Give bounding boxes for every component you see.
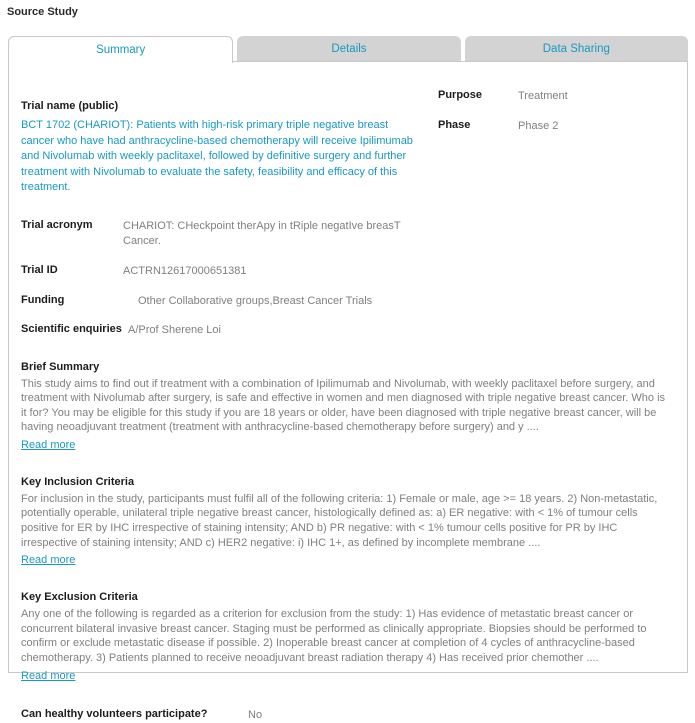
inclusion-criteria-text: For inclusion in the study, participants must fulfil all of the following criteria: 1) Female or male, age >= 18 years. 2) Non-metastatic, potentially operable, unilateral triple negative breast cancer, histologically defined as: a) ER negative: with < 1% of tumour cells positive for ER by IHC irrespective of staining intensity; AND b) PR negative: with < 1% tumour cells positive for PR by IHC irrespective of staining intensity; AND c) HER2 negative: i) IHC 1+, as defined by incomplete membrane ....	[21, 492, 658, 549]
exclusion-criteria-label: Key Exclusion Criteria	[21, 591, 138, 604]
trial-name-block	[21, 76, 421, 196]
trial-acronym-label: Trial acronym	[21, 218, 93, 231]
scientific-enquiries-label: Scientific enquiries	[21, 322, 122, 335]
trial-acronym-row	[21, 219, 673, 249]
exclusion-criteria-section	[21, 591, 673, 683]
phase-value: Phase 2	[518, 120, 559, 132]
trial-name-label: Trial name (public)	[21, 100, 119, 112]
healthy-volunteers-value: No	[248, 708, 263, 721]
brief-summary-text: This study aims to find out if treatment with a combination of Ipilimumab and Nivolumab, with weekly paclitaxel before surgery, and treatment with Nivolumab after surgery, is safe and effective in women and men diagnosed with triple negative breast cancer. Who is it for? You may be eligible for this study if you are 18 years or older, have been diagnosed with triple negative breast cancer, will be having neoadjuvant treatment (treatment with anthracycline-based chemotherapy before surgery) and y ....	[21, 377, 666, 434]
funding-row	[21, 294, 673, 309]
purpose-phase-block	[421, 76, 673, 196]
top-section	[21, 62, 673, 196]
tab-details-label: Details	[331, 43, 367, 55]
healthy-volunteers-row	[21, 708, 673, 723]
phase-label: Phase	[438, 119, 471, 131]
inclusion-criteria-section	[21, 476, 673, 568]
purpose-value: Treatment	[518, 90, 568, 102]
funding-value: Other Collaborative groups,Breast Cancer Trials	[138, 294, 373, 307]
brief-summary-section	[21, 361, 673, 453]
trial-id-row	[21, 264, 673, 279]
tab-details[interactable]	[237, 36, 460, 62]
summary-tab-panel	[8, 61, 688, 721]
trial-id-value: ACTRN12617000651381	[123, 264, 247, 277]
tab-data-sharing[interactable]	[465, 36, 688, 62]
healthy-volunteers-label: Can healthy volunteers participate?	[21, 707, 208, 720]
trial-name-value[interactable]: BCT 1702 (CHARIOT): Patients with high-risk primary triple negative breast cancer who have had anthracycline-based chemotherapy will receive Ipilimumab and Nivolumab with weekly paclitaxel, followed by definitive surgery and further treatment with Nivolumab to evaluate the safety, feasibility and efficacy of this treatment.	[21, 119, 413, 193]
inclusion-criteria-read-more-link[interactable]: Read more	[21, 554, 76, 567]
funding-label: Funding	[21, 293, 65, 306]
tab-summary-label: Summary	[96, 44, 146, 56]
exclusion-criteria-text: Any one of the following is regarded as a criterion for exclusion from the study: 1) Has evidence of metastatic breast cancer or concurrent bilateral invasive breast cancer. Staging must be performed as clinically appropriate. Biopsies should be performed to confirm or exclude metastatic disease if possible. 2) Inoperable breast cancer at completion of 4 cycles of anthracycline-based chemotherapy. 3) Patients planned to receive neoadjuvant breast radiation therapy 4) Has received prior chemother ....	[21, 608, 647, 665]
exclusion-criteria-read-more-link[interactable]: Read more	[21, 669, 76, 682]
inclusion-criteria-label: Key Inclusion Criteria	[21, 475, 135, 488]
scientific-enquiries-row	[21, 323, 673, 338]
brief-summary-label: Brief Summary	[21, 360, 100, 373]
phase-row	[438, 119, 673, 134]
trial-id-label: Trial ID	[21, 263, 58, 276]
purpose-row	[438, 89, 673, 104]
page-title: Source Study	[7, 6, 78, 18]
tab-data-sharing-label: Data Sharing	[542, 43, 610, 55]
purpose-label: Purpose	[438, 89, 483, 101]
trial-acronym-value: CHARIOT: CHeckpoint therApy in tRiple negatIve breasT Cancer.	[123, 219, 401, 247]
tab-summary[interactable]	[8, 36, 233, 63]
tab-bar	[8, 36, 688, 62]
brief-summary-read-more-link[interactable]: Read more	[21, 438, 76, 451]
scientific-enquiries-value: A/Prof Sherene Loi	[128, 323, 221, 336]
